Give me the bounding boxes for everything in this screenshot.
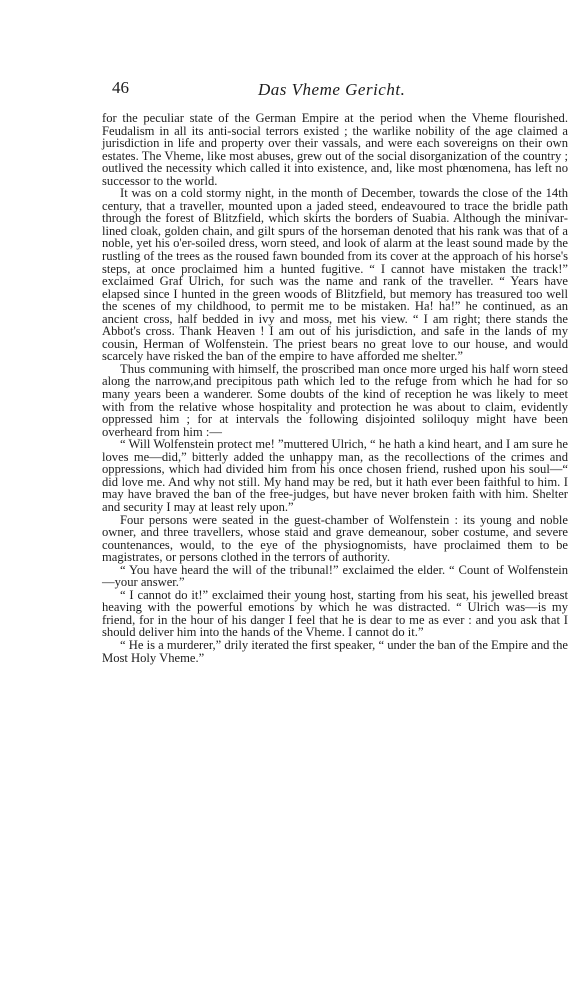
page-number: 46 — [112, 78, 129, 97]
paragraph-5: Four persons were seated in the guest-chamber of Wolfenstein : its young and noble owner, and three travellers, whose staid and grave demeanour, sober costume, and severe countenances, would, to the eye of the physiognomists, have proclaimed them to be magistrates, or persons clothed in the terrors of authority. — [102, 512, 568, 565]
paragraph-7: “ I cannot do it!” exclaimed their young host, starting from his seat, his jewelled breast heaving with the powerful emotions by which he was distracted. “ Ulrich was—is my friend, for in the hour of his danger I feel that he is dear to me as ever : and you ask that I should deliver him into the hands of the Vheme. I cannot do it.” — [102, 587, 568, 640]
body-text — [102, 112, 568, 664]
paragraph-1: for the peculiar state of the German Empire at the period when the Vheme flourished. Feudalism in all its anti-social terrors existed ; the warlike nobility of the age claimed a jurisdiction in life and property over their vassals, and were each sovereigns on their own estates. The Vheme, like most abuses, grew out of the social disorganization of the country ; outlived the necessity which called it into existence, and, like most phœnomena, has left no successor to the world. — [102, 111, 568, 188]
paragraph-8: “ He is a murderer,” drily iterated the first speaker, “ under the ban of the Empire and the Most Holy Vheme.” — [102, 637, 568, 665]
paragraph-2: It was on a cold stormy night, in the month of December, towards the close of the 14th century, that a traveller, mounted upon a jaded steed, endeavoured to trace the bridle path through the forest of Blitzfield, which skirts the borders of Suabia. Although the minivar-lined cloak, golden chain, and gilt spurs of the horseman denoted that his rank was that of a noble, yet his o'er-soiled dress, worn steed, and look of alarm at the least sound made by the rustling of the trees as the roused fawn bounded from its cover at the approach of his horse's steps, at once proclaimed him a hunted fugitive. “ I cannot have mistaken the track!” exclaimed Graf Ulrich, for such was the name and rank of the traveller. “ Years have elapsed since I hunted in the green woods of Blitzfield, but memory has treasured too well the scenes of my childhood, to permit me to be mistaken. Ha! ha!” he continued, as an ancient cross, half bedded in ivy and moss, met his view. “ I am right; there stands the Abbot's cross. Thank Heaven ! I am out of his jurisdiction, and safe in the lands of my cousin, Herman of Wolfenstein. The priest bears no great love to our house, and would scarcely have risked the ban of the empire to have afforded me shelter.” — [102, 186, 568, 364]
paragraph-3: Thus communing with himself, the proscribed man once more urged his half worn steed along the narrow,and precipitous path which led to the refuge from which he had for so many years been a wanderer. Some doubts of the kind of reception he was likely to meet with from the relative whose hospitality and protection he was about to claim, evidently oppressed him ; for at intervals the following disjointed soliloquy might have been overheard from him :— — [102, 361, 568, 439]
paragraph-6: “ You have heard the will of the tribunal!” exclaimed the elder. “ Count of Wolfenstein—your answer.” — [102, 562, 568, 590]
paragraph-4: “ Will Wolfenstein protect me! ”muttered Ulrich, “ he hath a kind heart, and I am sure he loves me—did,” bitterly added the unhappy man, as the recollections of the crimes and oppressions, which had divided him from his once chosen friend, rushed upon his soul—“ did love me. And why not still. My hand may be red, but it hath ever been faithful to him. I may have braved the ban of the free-judges, but have never broken faith with him. Shelter and security I may at least rely upon.” — [102, 437, 568, 514]
running-title: Das Vheme Gericht. — [258, 80, 406, 99]
